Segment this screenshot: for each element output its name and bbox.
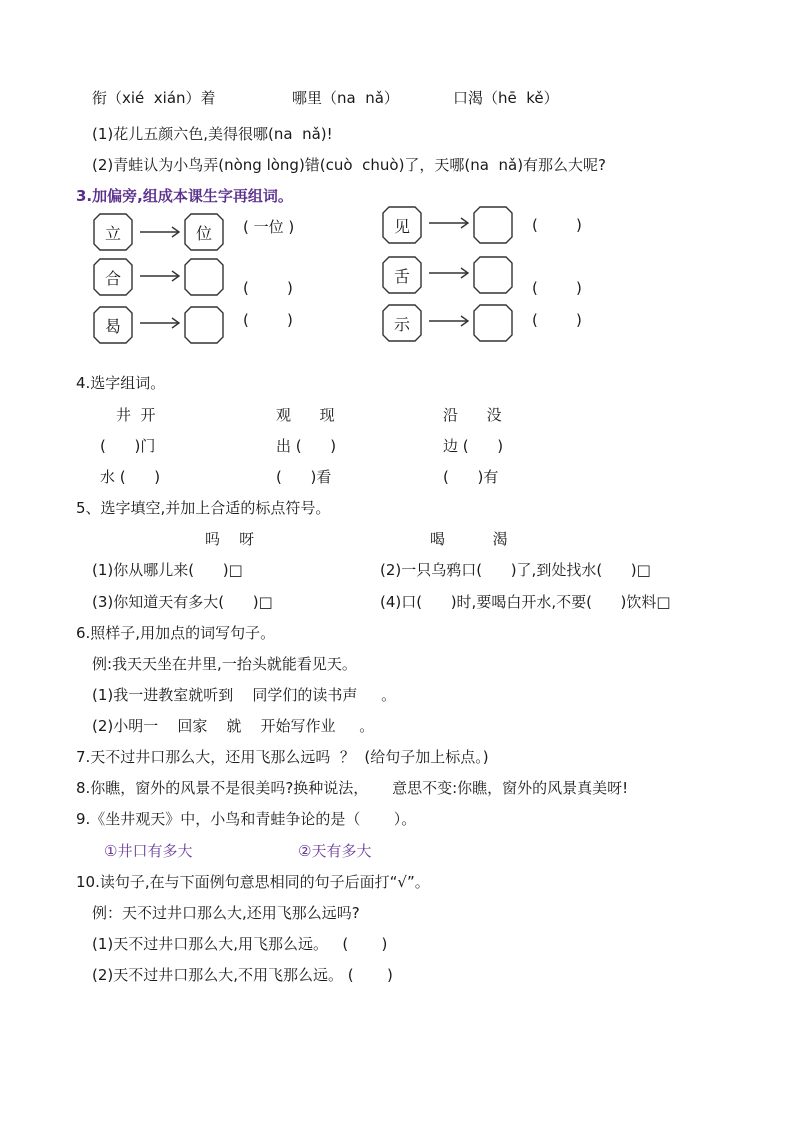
arrow-icon (140, 269, 184, 283)
choice-chars-1: 井 开 (116, 406, 156, 424)
word-blank-2[interactable]: ( ) (243, 279, 293, 297)
char-source-1: 立 (104, 223, 121, 243)
question-5-title: 5、选字填空,并加上合适的标点符号。 (76, 499, 331, 517)
word-blank-shui[interactable]: 水 ( ) (100, 468, 161, 486)
char-box-source (382, 256, 422, 294)
question-9-title: 9.《坐井观天》中，小鸟和青蛙争论的是（ ）。 (76, 810, 417, 828)
fill-sentence-1[interactable]: (1)你从哪儿来( )□ (92, 561, 243, 579)
arrow-icon (429, 216, 473, 230)
char-target-6 (473, 304, 513, 342)
char-box-target[interactable] (473, 256, 513, 294)
word-blank-bian[interactable]: 边 ( ) (443, 437, 504, 455)
char-source-2: 合 (104, 268, 121, 288)
char-box-source (382, 304, 422, 342)
pinyin-sentence-1: (1)花儿五颜六色,美得很哪(na nǎ)! (92, 125, 333, 143)
char-box-target[interactable] (184, 306, 224, 344)
char-source-4: 见 (393, 216, 410, 236)
option-2[interactable]: ②天有多大 (298, 842, 372, 860)
fill-sentence-4[interactable]: (4)口( )时,要喝白开水,不要( )饮料□ (380, 593, 671, 611)
char-box-target[interactable] (473, 304, 513, 342)
word-blank-4[interactable]: ( ) (532, 216, 582, 234)
choice-chars-3: 沿 没 (443, 406, 502, 424)
pinyin-sentence-2: (2)青蛙认为小鸟弄(nòng lòng)错(cuò chuò)了，天哪(na nǎ)有那么大呢? (92, 156, 607, 174)
char-source-3: 曷 (104, 316, 121, 336)
char-box-target[interactable] (184, 258, 224, 296)
char-box-source (382, 206, 422, 244)
example-sentence-10: 例：天不过井口那么大,还用飞那么远吗? (92, 904, 360, 922)
char-box-source (93, 213, 133, 251)
question-6-title: 6.照样子,用加点的词写句子。 (76, 624, 276, 642)
char-target-3 (184, 306, 224, 344)
char-target-1: 位 (195, 223, 212, 243)
char-target-2 (184, 258, 224, 296)
pinyin-item-nali: 哪里（na nǎ） (292, 89, 399, 107)
char-target-4 (473, 206, 513, 244)
word-blank-1[interactable]: ( 一位 ) (243, 218, 295, 236)
char-box-source (93, 258, 133, 296)
pinyin-item-kouke: 口渴（hē kě） (453, 89, 559, 107)
arrow-icon (429, 314, 473, 328)
choice-ma-ya: 吗 呀 (205, 530, 255, 548)
char-target-5 (473, 256, 513, 294)
char-box-target[interactable] (473, 206, 513, 244)
example-sentence: 例:我天天坐在井里,一抬头就能看见天。 (92, 655, 357, 673)
char-source-6: 示 (393, 314, 410, 334)
rewrite-sentence-1[interactable]: (1)我一进教室就听到 同学们的读书声 。 (92, 686, 397, 704)
question-3-title: 3.加偏旁,组成本课生字再组词。 (76, 187, 293, 205)
question-8: 8.你瞧，窗外的风景不是很美吗?换种说法， 意思不变:你瞧，窗外的风景真美呀! (76, 779, 629, 797)
fill-sentence-2[interactable]: (2)一只乌鸦口( )了,到处找水( )□ (380, 561, 651, 579)
question-4-title: 4.选字组词。 (76, 374, 166, 392)
question-10-title: 10.读句子,在与下面例句意思相同的句子后面打“√”。 (76, 873, 430, 891)
word-blank-6[interactable]: ( ) (532, 311, 582, 329)
word-blank-chu[interactable]: 出 ( ) (276, 437, 337, 455)
word-blank-3[interactable]: ( ) (243, 311, 293, 329)
word-blank-5[interactable]: ( ) (532, 279, 582, 297)
char-box-target[interactable] (184, 213, 224, 251)
char-box-source (93, 306, 133, 344)
fill-sentence-3[interactable]: (3)你知道天有多大( )□ (92, 593, 273, 611)
judge-sentence-2[interactable]: (2)天不过井口那么大,不用飞那么远。 ( ) (92, 966, 393, 984)
char-source-5: 舌 (393, 266, 410, 286)
arrow-icon (140, 225, 184, 239)
rewrite-sentence-2[interactable]: (2)小明一 回家 就 开始写作业 。 (92, 717, 375, 735)
option-1[interactable]: ①井口有多大 (104, 842, 193, 860)
pinyin-item-xian: 衔（xié xián）着 (92, 89, 216, 107)
word-blank-men[interactable]: ( )门 (100, 437, 156, 455)
word-blank-kan[interactable]: ( )看 (276, 468, 332, 486)
choice-he-ke: 喝 渴 (430, 530, 508, 548)
arrow-icon (140, 316, 184, 330)
question-7: 7.天不过井口那么大，还用飞那么远吗 ？ (给句子加上标点。) (76, 748, 489, 766)
word-blank-you[interactable]: ( )有 (443, 468, 499, 486)
choice-chars-2: 观 现 (276, 406, 335, 424)
judge-sentence-1[interactable]: (1)天不过井口那么大,用飞那么远。 ( ) (92, 935, 388, 953)
arrow-icon (429, 266, 473, 280)
